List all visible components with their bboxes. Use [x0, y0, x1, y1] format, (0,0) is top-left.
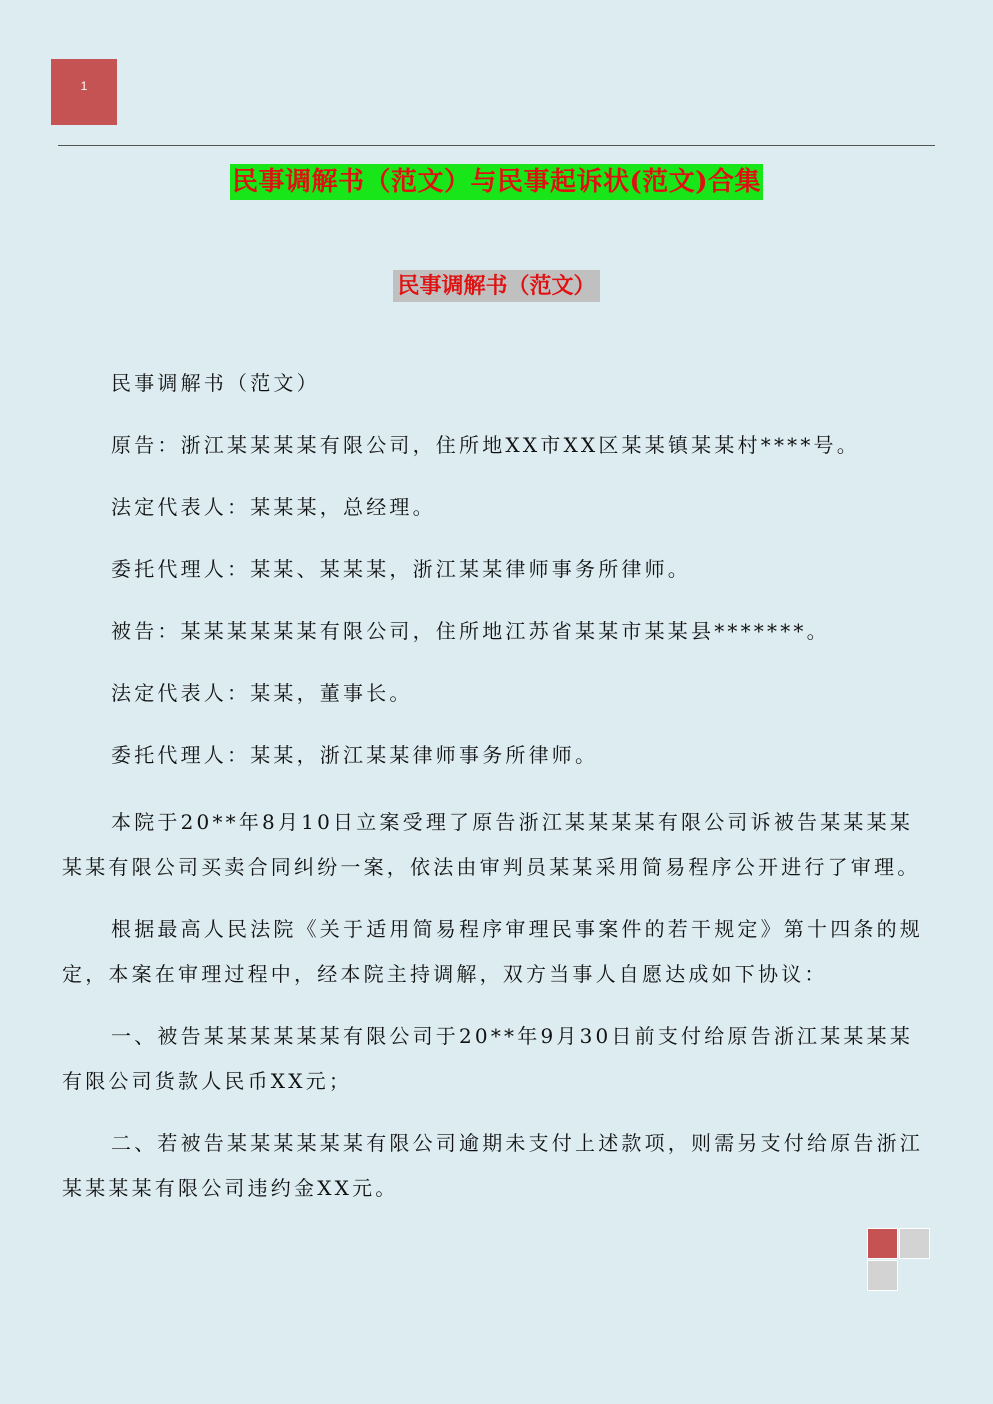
decorative-square-red — [867, 1228, 898, 1259]
paragraph-plaintiff: 原告：浙江某某某某有限公司，住所地XX市XX区某某镇某某村****号。 — [111, 433, 860, 457]
paragraph-defendant-agent: 委托代理人：某某，浙江某某律师事务所律师。 — [111, 743, 599, 767]
paragraph-defendant-representative: 法定代表人：某某，董事长。 — [111, 681, 413, 705]
section-title-container — [0, 270, 993, 302]
document-title: 民事调解书（范文）与民事起诉状(范文)合集 — [230, 164, 763, 200]
decorative-square-gray — [867, 1260, 898, 1291]
paragraph-defendant: 被告：某某某某某某有限公司，住所地江苏省某某市某某县*******。 — [111, 619, 830, 643]
paragraph-plaintiff-agent: 委托代理人：某某、某某某，浙江某某律师事务所律师。 — [111, 557, 691, 581]
paragraph-plaintiff-representative: 法定代表人：某某某，总经理。 — [111, 495, 436, 519]
section-title: 民事调解书（范文） — [393, 270, 599, 302]
paragraph-case-filing: 本院于20**年8月10日立案受理了原告浙江某某某某有限公司诉被告某某某某某某有限公司买卖合同纠纷一案，依法由审判员某某采用简易程序公开进行了审理。 — [62, 810, 921, 879]
paragraph-legal-basis: 根据最高人民法院《关于适用简易程序审理民事案件的若干规定》第十四条的规定，本案在审理过程中，经本院主持调解，双方当事人自愿达成如下协议： — [62, 917, 923, 986]
page-number: 1 — [80, 79, 88, 93]
decorative-square-gray — [899, 1228, 930, 1259]
paragraph-agreement-1: 一、被告某某某某某某有限公司于20**年9月30日前支付给原告浙江某某某某有限公司货款人民币XX元； — [62, 1024, 914, 1093]
page-number-badge — [51, 59, 117, 125]
decorative-squares — [867, 1228, 933, 1294]
header-divider — [58, 145, 935, 146]
paragraph-heading: 民事调解书（范文） — [111, 371, 320, 395]
main-title-container — [0, 164, 993, 200]
paragraph-agreement-2: 二、若被告某某某某某某有限公司逾期未支付上述款项，则需另支付给原告浙江某某某某有限公司违约金XX元。 — [62, 1131, 923, 1200]
document-body — [62, 366, 928, 1228]
